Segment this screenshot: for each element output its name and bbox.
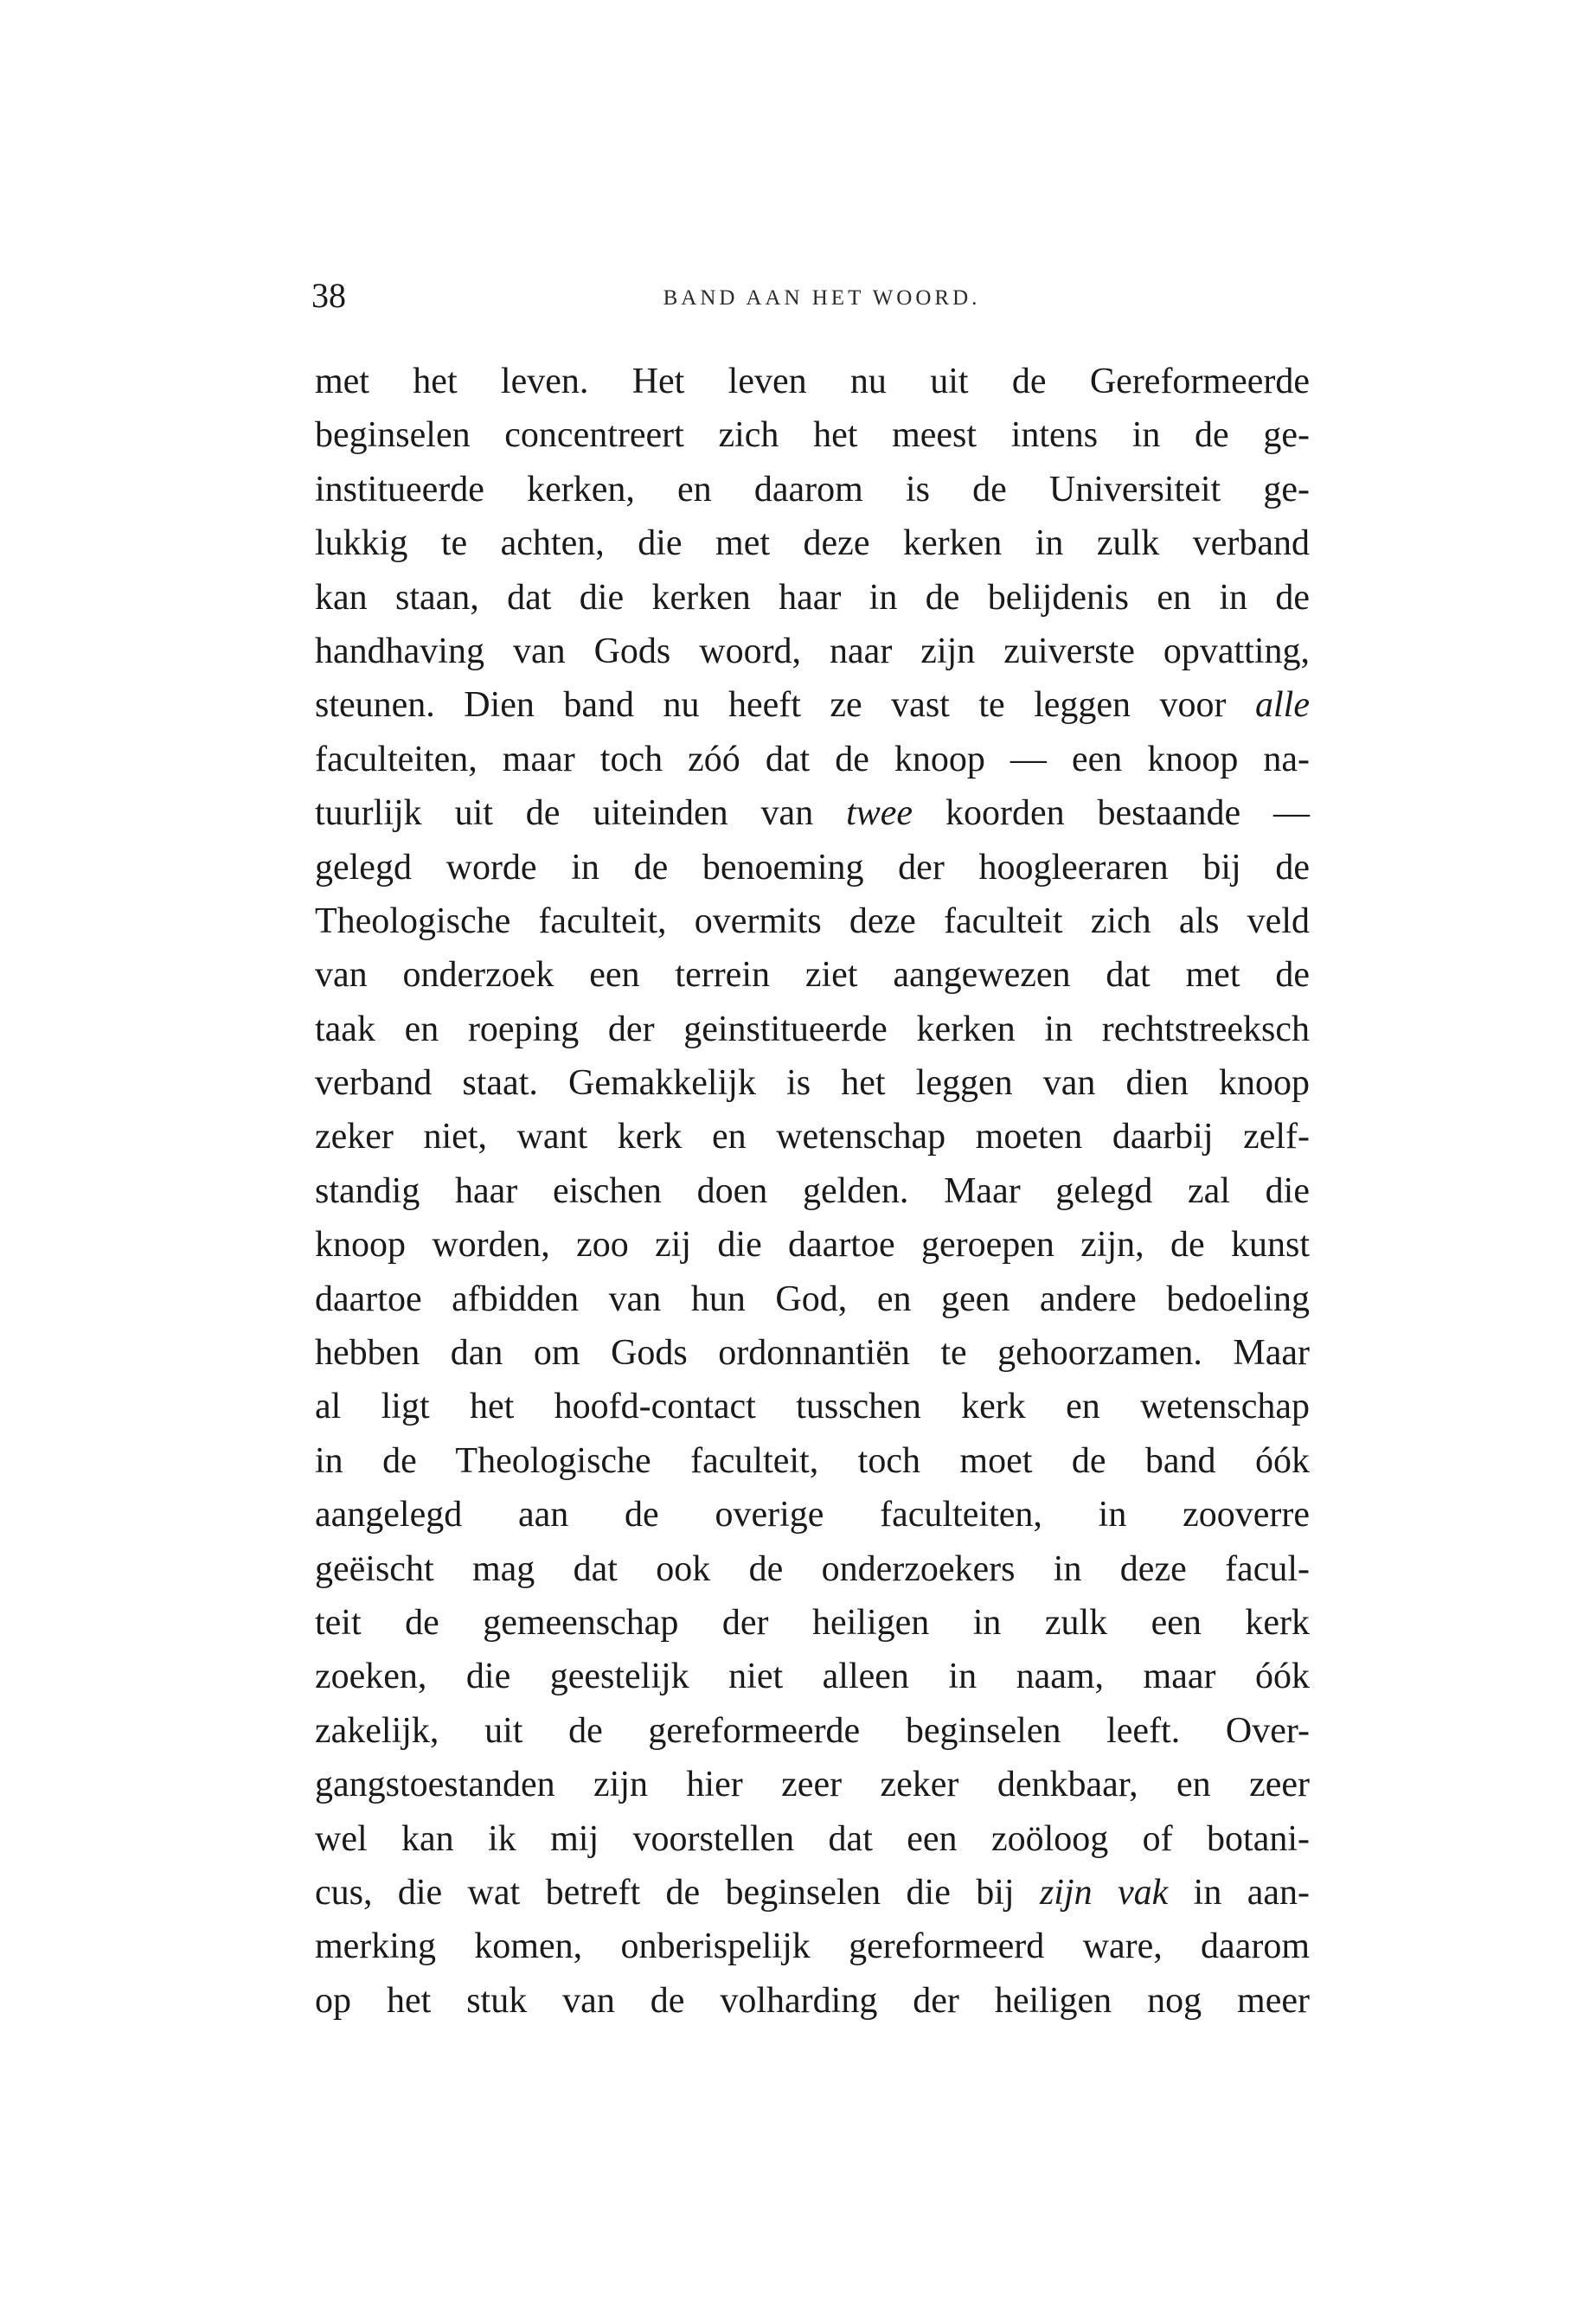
text-line: institueerde kerken, en daarom is de Universiteit ge- (315, 469, 1310, 510)
text-line: faculteiten, maar toch zóó dat de knoop — een knoop na- (315, 739, 1310, 779)
text-line: daartoe afbidden van hun God, en geen andere bedoeling (315, 1279, 1310, 1319)
text-line: al ligt het hoofd-contact tusschen kerk en wetenschap (315, 1387, 1310, 1427)
text-line: zakelijk, uit de gereformeerde beginselen leeft. Over- (315, 1710, 1310, 1751)
page-number: 38 (311, 276, 346, 315)
text-line: lukkig te achten, die met deze kerken in zulk verband (315, 523, 1310, 564)
text-line: wel kan ik mij voorstellen dat een zoöloog of botani- (315, 1818, 1310, 1859)
text-line: standig haar eischen doen gelden. Maar gelegd zal die (315, 1170, 1310, 1211)
text-line: met het leven. Het leven nu uit de Gereformeerde (315, 362, 1310, 401)
running-head: BAND AAN HET WOORD. (663, 286, 981, 310)
text-segment: cus, die wat betreft de beginselen die bij (315, 1872, 1040, 1913)
text-line: handhaving van Gods woord, naar zijn zuiverste opvatting, (315, 631, 1310, 671)
text-line: merking komen, onberispelijk gereformeerd ware, daarom (315, 1926, 1310, 1967)
body-text (315, 355, 1310, 2028)
italic-emphasis: alle (1255, 685, 1310, 726)
text-line: geëischt mag dat ook de onderzoekers in deze facul- (315, 1548, 1310, 1589)
text-line: gangstoestanden zijn hier zeer zeker denkbaar, en zeer (315, 1765, 1310, 1805)
italic-emphasis: zijn vak (1039, 1872, 1169, 1913)
text-line: zoeken, die geestelijk niet alleen in naam, maar óók (315, 1657, 1310, 1697)
text-line: van onderzoek een terrein ziet aangewezen dat met de (315, 955, 1310, 996)
text-line: hebben dan om Gods ordonnantiën te gehoorzamen. Maar (315, 1333, 1310, 1374)
text-segment: tuurlijk uit de uiteinden van (315, 793, 847, 834)
text-line: Theologische faculteit, overmits deze faculteit zich als veld (315, 901, 1310, 941)
text-line: verband staat. Gemakkelijk is het leggen van dien knoop (315, 1063, 1310, 1104)
text-segment: steunen. Dien band nu heeft ze vast te leggen voor (315, 685, 1256, 726)
text-line (315, 678, 1310, 732)
text-line: taak en roeping der geinstitueerde kerken in rechtstreeksch (315, 1009, 1310, 1049)
text-line: aangelegd aan de overige faculteiten, in zooverre (315, 1495, 1310, 1535)
text-line: beginselen concentreert zich het meest intens in de ge- (315, 415, 1310, 456)
text-line (315, 1866, 1310, 1920)
text-line: kan staan, dat die kerken haar in de belijdenis en in de (315, 577, 1310, 618)
text-segment: in aan- (1168, 1872, 1310, 1913)
text-line (315, 786, 1310, 840)
text-line: in de Theologische faculteit, toch moet de band óók (315, 1440, 1310, 1481)
italic-emphasis: twee (846, 793, 913, 834)
text-line: gelegd worde in de benoeming der hoogleeraren bij de (315, 847, 1310, 888)
text-line: op het stuk van de volharding der heiligen nog meer (315, 1980, 1310, 2021)
text-line: teit de gemeenschap der heiligen in zulk een kerk (315, 1602, 1310, 1643)
text-line: zeker niet, want kerk en wetenschap moeten daarbij zelf- (315, 1117, 1310, 1157)
text-line: knoop worden, zoo zij die daartoe geroepen zijn, de kunst (315, 1225, 1310, 1266)
text-segment: koorden bestaande — (913, 793, 1310, 834)
